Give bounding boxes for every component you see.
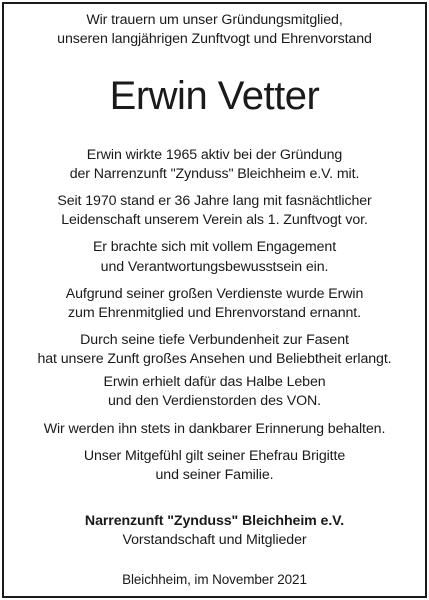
deceased-name: Erwin Vetter — [109, 74, 320, 118]
paragraph-line: Unser Mitgefühl gilt seiner Ehefrau Brigitte — [83, 448, 346, 464]
paragraph-line: zum Ehrenmitglied und Ehrenvorstand ernannt. — [68, 305, 361, 321]
signature-organization: Narrenzunft "Zynduss" Bleichheim e.V. — [84, 513, 345, 529]
paragraph-line: Erwin erhielt dafür das Halbe Leben — [103, 374, 326, 390]
paragraph-line: Aufgrund seiner großen Verdienste wurde Erwin — [65, 286, 364, 302]
paragraph-line: Erwin wirkte 1965 aktiv bei der Gründung — [86, 147, 343, 163]
intro-line: Wir trauern um unser Gründungsmitglied, — [86, 12, 343, 28]
place-date: Bleichheim, im November 2021 — [122, 572, 307, 587]
paragraph-line: Leidenschaft unserem Verein als 1. Zunftvogt vor. — [61, 212, 368, 228]
paragraph-line: Seit 1970 stand er 36 Jahre lang mit fasnächtlicher — [57, 193, 372, 209]
paragraph-line: und Verantwortungsbewusstsein ein. — [100, 259, 329, 275]
paragraph-line: hat unsere Zunft großes Ansehen und Beliebtheit erlangt. — [37, 351, 392, 367]
paragraph-line: und seiner Familie. — [155, 467, 274, 483]
paragraph-line: Durch seine tiefe Verbundenheit zur Fasent — [80, 332, 349, 348]
paragraph-line: Wir werden ihn stets in dankbarer Erinnerung behalten. — [43, 421, 386, 437]
signature-members: Vorstandschaft und Mitglieder — [122, 532, 307, 548]
paragraph-line: Er brachte sich mit vollem Engagement — [92, 239, 337, 255]
paragraph-line: der Narrenzunft "Zynduss" Bleichheim e.V. mit. — [69, 166, 360, 182]
intro-line: unseren langjährigen Zunftvogt und Ehrenvorstand — [57, 31, 372, 47]
paragraph-line: und den Verdienstorden des VON. — [107, 393, 321, 409]
